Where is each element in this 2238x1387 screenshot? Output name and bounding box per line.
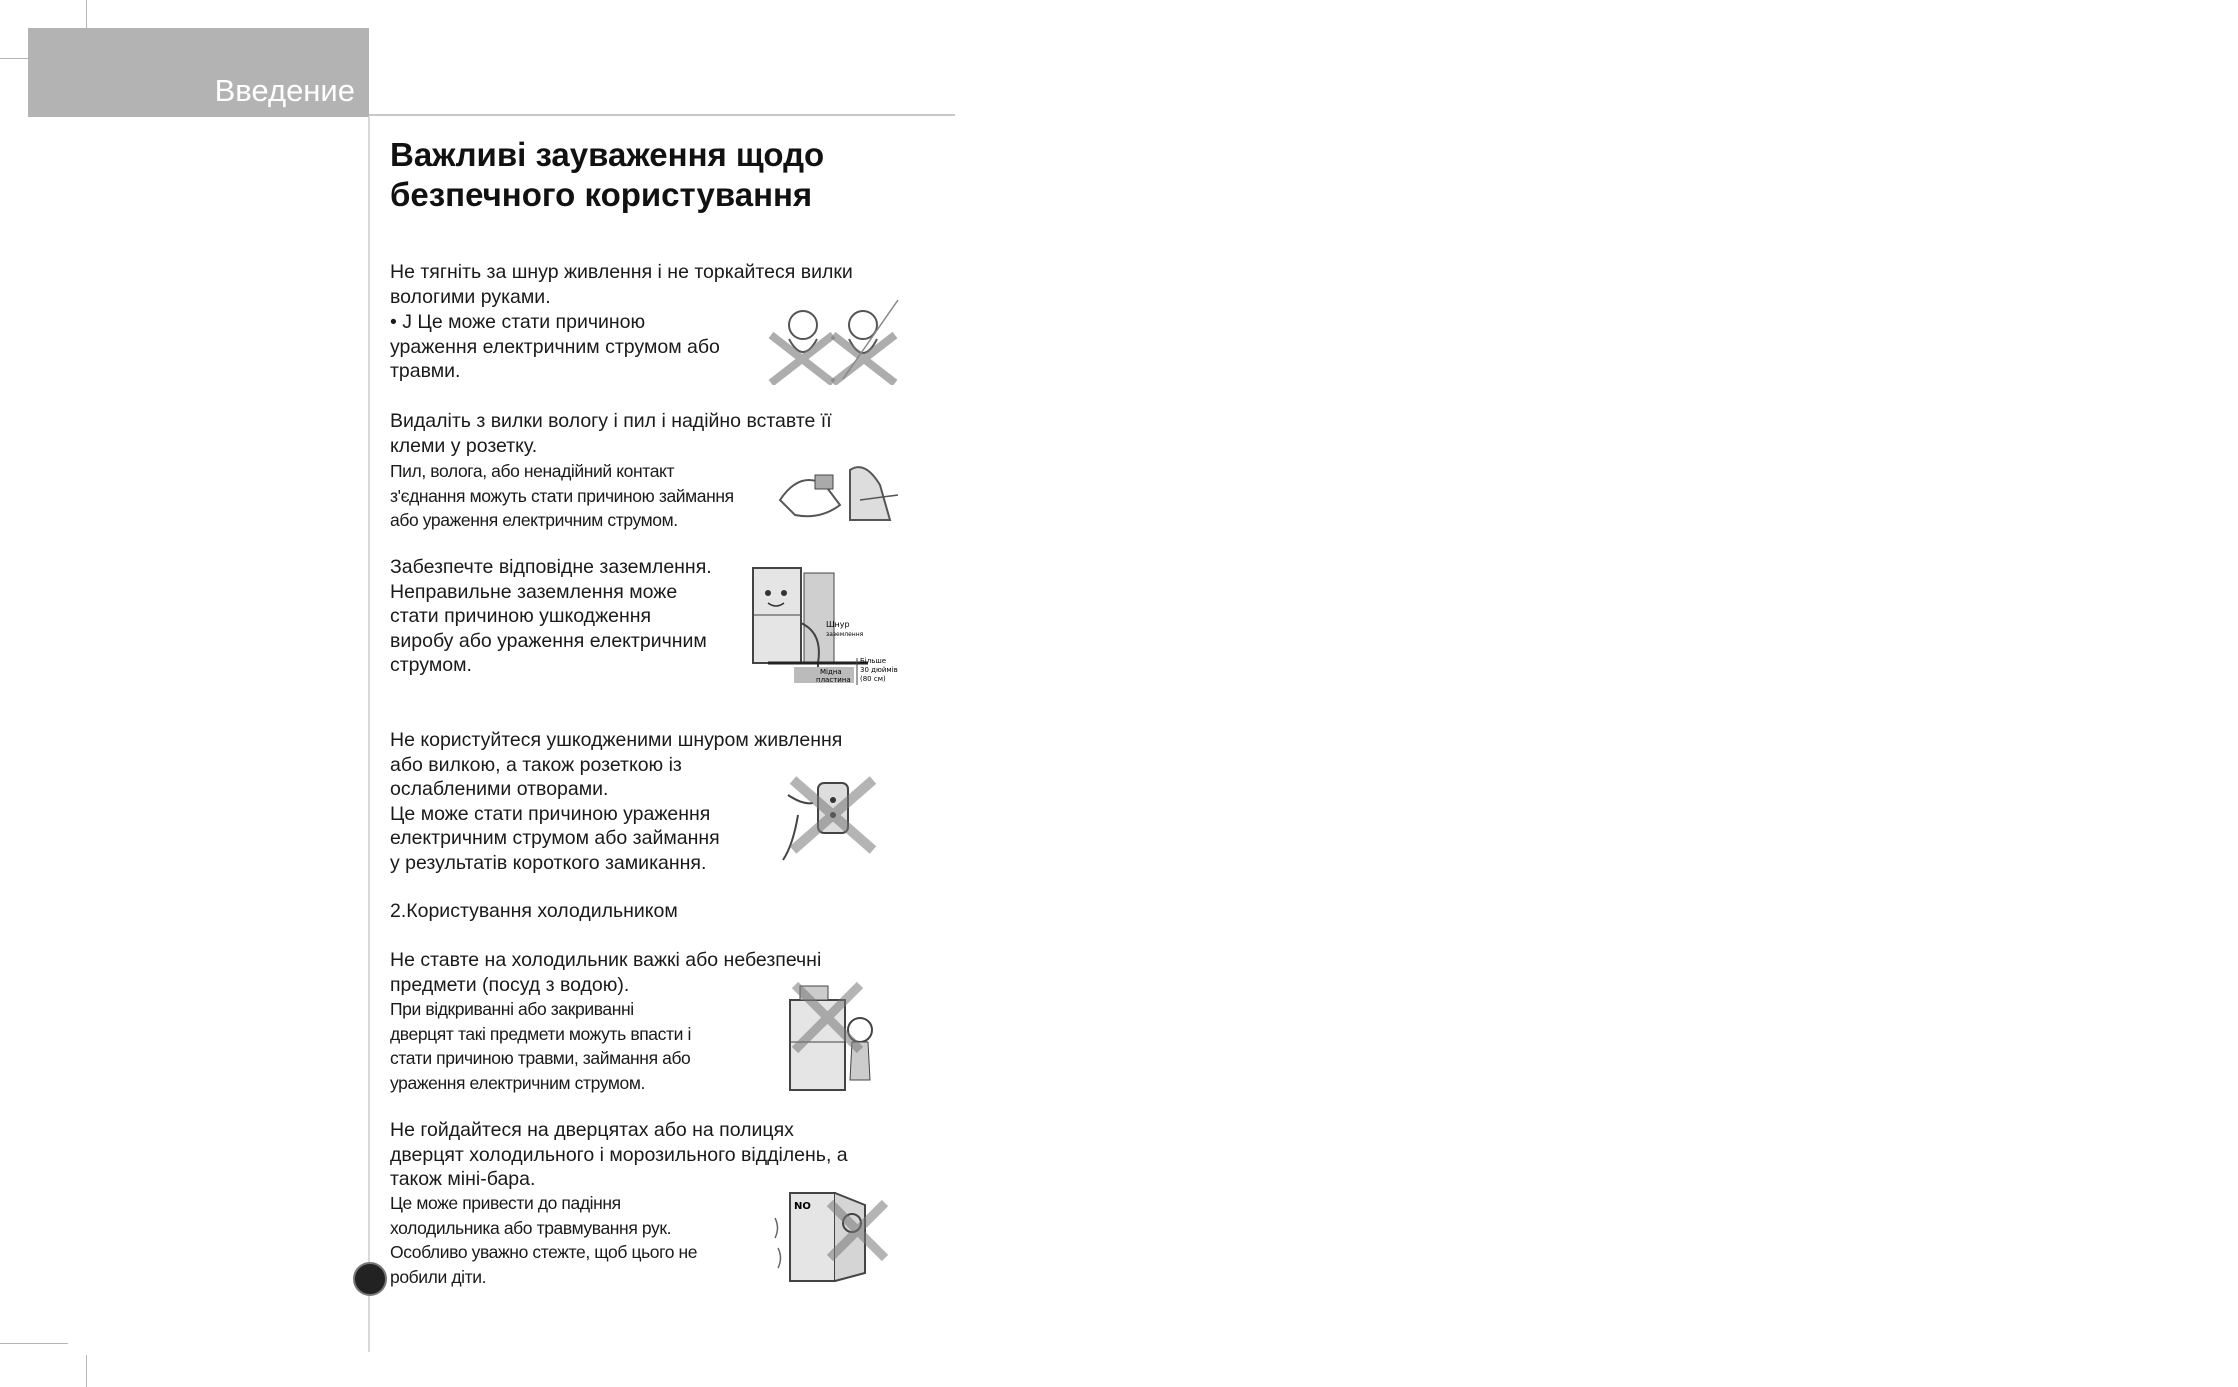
item-1-note: • J Це може стати причиною ураження електричним струмом або травми. [390, 311, 720, 382]
depth-label-1: Більше [860, 657, 887, 665]
item-3-text: Забезпечте відповідне заземлення. Неправильне заземлення може стати причиною ушкодження виробу або ураження електричним струмом. [390, 556, 712, 676]
header-divider [369, 114, 955, 116]
depth-label-2: 30 дюймів [860, 666, 898, 674]
copper-plate-label-2: пластина [816, 676, 851, 684]
item-7-text: Не гойдайтеся на дверцятах або на полицях дверцят холодильного і морозильного відділень, а також міні-бара. [390, 1119, 848, 1190]
ground-cord-label-2: заземлення [826, 631, 864, 638]
page-title [390, 135, 950, 215]
item-2-note: Пил, волога, або ненадійний контакт з'єднання можуть стати причиною займання або ураження електричним струмом. [390, 461, 734, 530]
damaged-cord-illustration [778, 775, 888, 865]
column-divider [368, 117, 370, 1352]
section-header [28, 28, 369, 117]
copper-plate-label: Мідна [820, 668, 842, 676]
ground-cord-label: Шнур [826, 620, 850, 629]
section-subheading: 2.Користування холодильником [390, 900, 678, 922]
heavy-objects-illustration [780, 980, 890, 1095]
hanging-on-door-illustration [770, 1183, 890, 1283]
wet-hands-plug-illustration [763, 295, 903, 385]
plug-cleaning-illustration [770, 460, 900, 535]
item-6-text: Не ставте на холодильник важкі або небезпечні предмети (посуд з водою). [390, 949, 822, 996]
title-line-2: безпечного користування [390, 176, 813, 213]
item-7-note: Це може привести до падіння холодильника або травмування рук. Особливо уважно стежте, щоб цього не робили діти. [390, 1193, 698, 1287]
no-badge: NO [794, 1201, 811, 1212]
crop-mark [0, 1343, 68, 1344]
page-number-marker [353, 1262, 387, 1296]
crop-mark [86, 1355, 87, 1387]
crop-mark [86, 0, 87, 30]
section-label: Введение [214, 73, 355, 108]
item-6-note: При відкриванні або закриванні дверцят такі предмети можуть впасти і стати причиною травми, займання або ураження електричним струмом. [390, 999, 691, 1093]
grounding-illustration [748, 563, 906, 685]
depth-label-3: (80 см) [860, 675, 886, 683]
item-4-text: Не користуйтеся ушкодженими шнуром живлення або вилкою, а також розеткою із ослабленими отворами. Це може стати причиною ураження електричним струмом або займання у результатів короткого замикання. [390, 729, 843, 874]
title-line-1: Важливі зауваження щодо [390, 136, 825, 173]
item-2-text: Видаліть з вилки вологу і пил і надійно вставте її клеми у розетку. [390, 410, 832, 457]
item-1-text: Не тягніть за шнур живлення і не торкайтеся вилки вологими руками. [390, 261, 853, 308]
